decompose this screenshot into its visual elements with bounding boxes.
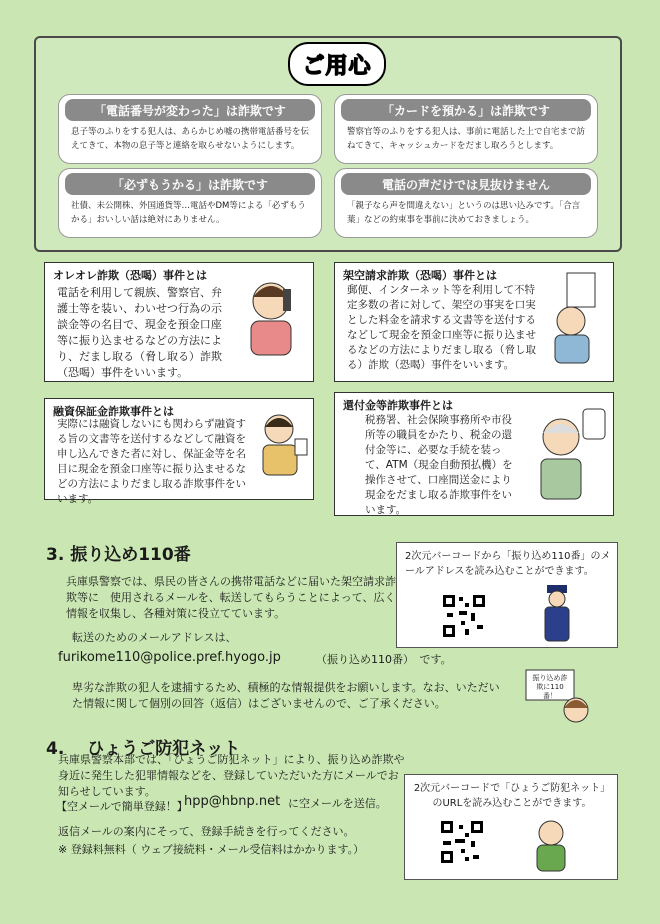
tip-body: 警察官等のふりをする犯人は、事前に電話した上で自宅まで訪ねてきて、キャッシュカードをだまし取ろうとします。 bbox=[347, 127, 586, 151]
case-title: 架空請求詐欺（恐喝）事件とは bbox=[343, 269, 497, 282]
case-card bbox=[334, 392, 614, 516]
police-officer-illustration bbox=[537, 583, 577, 645]
hbnp-email[interactable]: hpp@hbnp.net bbox=[184, 794, 281, 809]
email-note: （振り込め110番） です。 bbox=[316, 653, 452, 666]
tip-card bbox=[58, 94, 322, 164]
110-sign-text: 振り込め詐欺に110番！ bbox=[532, 674, 568, 700]
case-card bbox=[44, 262, 314, 382]
case-body: 実際には融資しないにも関わらず融資する旨の文書等を送付するなどして融資を申し込んできた者に対し、保証金等を名目に現金を預金口座等に振り込ませるなどの方法によりだまし取る詐欺事件をいいます。 bbox=[57, 418, 246, 505]
qr-caption: 2次元バーコードで「ひょうご防犯ネット」のURLを読み込むことができます。 bbox=[413, 783, 611, 809]
bill-receiver-illustration bbox=[545, 271, 609, 365]
loan-applicant-illustration bbox=[255, 409, 311, 489]
case-body: 郵便、インターネット等を利用して不特定多数の者に対して、架空の事実を口実とした料金を請求する文書等を送付するなどして現金を預金口座等に振り込ませるなどの方法によりだまし取る（脅し取る）詐欺（恐喝）事件をいいます。 bbox=[347, 284, 536, 371]
tip-card bbox=[334, 168, 598, 238]
section4-title: 4. ひょうご防犯ネット bbox=[46, 739, 241, 759]
caution-banner-text: ご用心 bbox=[302, 53, 372, 79]
qr-code-icon[interactable] bbox=[439, 819, 485, 865]
case-body: 電話を利用して親族、警察官、弁護士等を装い、わいせつ行為の示談金等の名目で、現金を預金口座等に振り込ませるなどの方法により、だまし取る（脅し取る）詐欺（恐喝）事件をいいます。 bbox=[57, 286, 222, 379]
case-title: 融資保証金詐欺事件とは bbox=[53, 405, 174, 418]
tip-body: 息子等のふりをする犯人は、あらかじめ嘘の携帯電話番号を伝えてきて、本物の息子等と連絡を取らせないようにします。 bbox=[71, 127, 310, 151]
mascot-illustration bbox=[525, 815, 575, 875]
tip-title: 「カードを預かる」は詐欺です bbox=[341, 99, 591, 121]
case-body: 税務署、社会保険事務所や市役所等の職員をかたり、税金の還付金等に、必要な手続を装って、ATM（現金自動預払機）を操作させて、口座間送金により現金をだまし取る詐欺事件をいいます。 bbox=[365, 414, 513, 516]
reply-instructions: 返信メールの案内にそって、登録手続きを行ってください。 bbox=[58, 825, 355, 838]
registration-suffix: に空メールを送信。 bbox=[288, 797, 387, 810]
section3-qr-box bbox=[396, 542, 618, 648]
case-card bbox=[44, 398, 314, 505]
case-card bbox=[334, 262, 614, 382]
section4-qr-box bbox=[404, 774, 618, 880]
section3-title: 3. 振り込め110番 bbox=[46, 545, 191, 565]
section3-description: 兵庫県警察では、県民の皆さんの携帯電話などに届いた架空請求詐欺等に 使用されるメールを、転送してもらうことによって、広く情報を収集し、各種対策に役立てています。 bbox=[66, 575, 396, 620]
tip-title: 「必ずもうかる」は詐欺です bbox=[65, 173, 315, 195]
phone-caller-illustration bbox=[233, 269, 309, 359]
qr-code-icon[interactable] bbox=[441, 593, 487, 639]
email-intro: 転送のためのメールアドレスは、 bbox=[72, 631, 237, 644]
case-title: 還付金等詐欺事件とは bbox=[343, 399, 453, 412]
tip-card bbox=[58, 168, 322, 238]
tip-card bbox=[334, 94, 598, 164]
case-title: オレオレ詐欺（恐喝）事件とは bbox=[53, 269, 207, 282]
tip-body: 「親子なら声を間違えない」というのは思い込みです。「合言葉」などの約束事を事前に決めておきましょう。 bbox=[347, 201, 581, 225]
registration-label: 【空メールで簡単登録！】 bbox=[56, 800, 188, 813]
tip-title: 電話の声だけでは見抜けません bbox=[341, 173, 591, 195]
furikome-email[interactable]: furikome110@police.pref.hyogo.jp bbox=[58, 650, 281, 665]
tip-title: 「電話番号が変わった」は詐欺です bbox=[65, 99, 315, 121]
elderly-atm-illustration bbox=[521, 403, 609, 507]
fee-note: ※ 登録料無料（ ウェブ接続料・メール受信料はかかります。） bbox=[58, 843, 365, 856]
qr-caption: 2次元バーコードから「振り込め110番」のメールアドレスを読み込むことができます。 bbox=[405, 551, 611, 577]
caution-banner bbox=[288, 42, 386, 86]
tip-body: 社債、未公開株、外国通貨等…電話やDM等による「必ずもうかる」おいしい話は絶対にありません。 bbox=[71, 201, 306, 225]
section4-description: 兵庫県警察本部では、「ひょうご防犯ネット」により、振り込め詐欺や身近に発生した犯罪情報などを、登録していただいた方にメールでお知らせしています。 bbox=[58, 753, 405, 798]
info-request: 卑劣な詐欺の犯人を逮捕するため、積極的な情報提供をお願いします。なお、いただいた情報に関して個別の回答（返信）はございませんので、ご了承ください。 bbox=[72, 681, 500, 710]
